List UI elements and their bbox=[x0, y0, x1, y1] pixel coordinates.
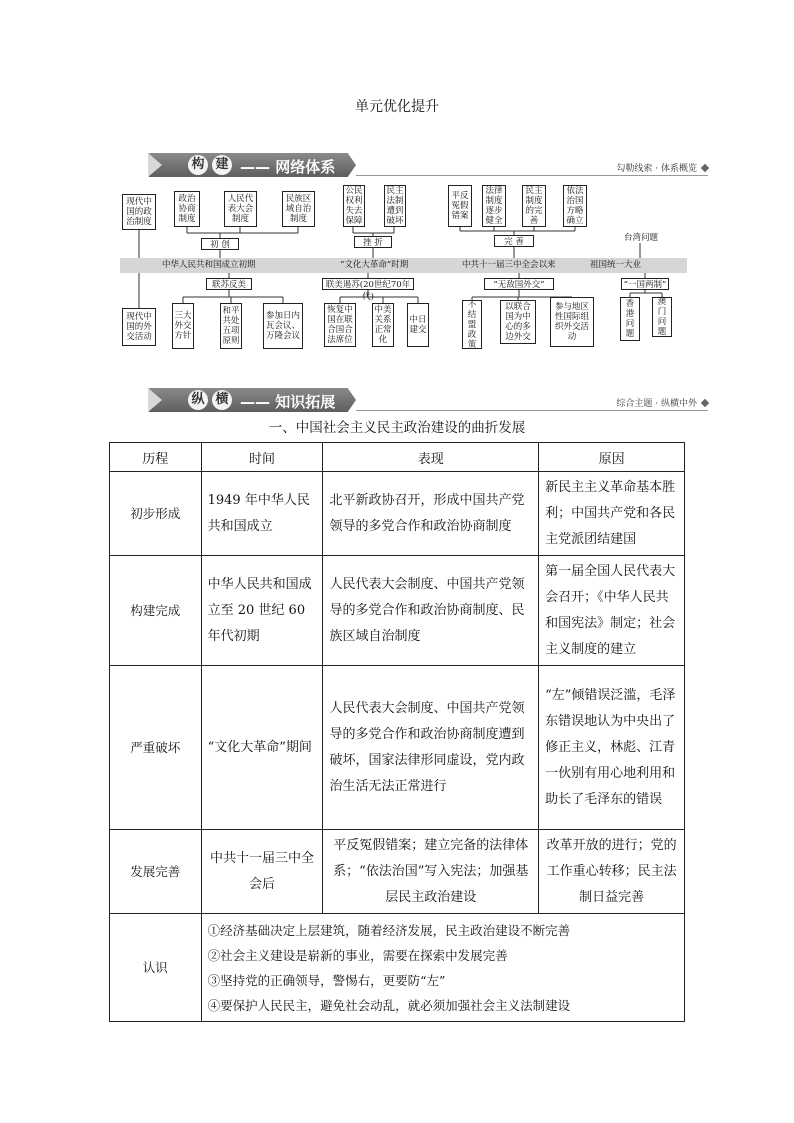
insight-item: ③坚持党的正确领导，警惕右，更要防“左” bbox=[207, 972, 446, 988]
label-bottom-b: 联美遏苏(20世纪70年代) bbox=[322, 278, 414, 290]
node-bottom-d: 香港问题 bbox=[620, 297, 640, 341]
node-bottom-b: 中美关系正常化 bbox=[372, 303, 394, 347]
banner-rule bbox=[356, 410, 708, 411]
banner-char-1: 构 bbox=[188, 155, 208, 175]
node-perfect-box: 依法治国方略确立 bbox=[563, 185, 587, 227]
header-reason: 原因 bbox=[539, 443, 685, 472]
diagram-connectors bbox=[0, 0, 794, 360]
label-taiwan: 台湾问题 bbox=[623, 233, 658, 243]
section-heading: 一、中国社会主义民主政治建设的曲折发展 bbox=[268, 420, 526, 436]
node-bottom-b: 恢复中国在联合国合法席位 bbox=[324, 303, 356, 347]
node-perfect-box: 法律制度逐步健全 bbox=[482, 185, 506, 227]
cell-insight-label: 认识 bbox=[110, 914, 202, 1022]
node-setback-box: 民主法制遭到破坏 bbox=[384, 185, 406, 227]
node-bottom-c: 参与地区性国际组织外交活动 bbox=[550, 297, 594, 347]
cell-time: 中华人民共和国成立至 20 世纪 60 年代初期 bbox=[201, 556, 323, 666]
header-time: 时间 bbox=[201, 443, 323, 472]
node-init-box: 民族区域自治制度 bbox=[282, 191, 315, 227]
node-perfect-box: 平反冤假错案 bbox=[448, 185, 472, 227]
label-bottom-a: 联苏反美 bbox=[206, 278, 252, 290]
cell-reason: 改革开放的进行；党的工作重心转移；民主法制日益完善 bbox=[539, 830, 685, 914]
cell-time: 1949 年中华人民共和国成立 bbox=[201, 472, 323, 556]
insight-item: ④要保护人民民主，避免社会动乱，就必须加强社会主义法制建设 bbox=[207, 997, 571, 1013]
table-row bbox=[110, 830, 685, 914]
table-row bbox=[110, 666, 685, 830]
label-bottom-d: “一国两制” bbox=[621, 278, 669, 290]
banner-title: —— 网络体系 bbox=[240, 158, 336, 176]
cell-stage: 发展完善 bbox=[110, 830, 202, 914]
timeline-period-1: 中华人民共和国成立初期 bbox=[162, 260, 256, 270]
cell-insights bbox=[201, 914, 684, 1022]
timeline-period-3: 中共十一届三中全会以来 bbox=[462, 260, 556, 270]
node-perfect-box: 民主制度的完善 bbox=[522, 185, 546, 227]
banner-char-2: 横 bbox=[212, 390, 232, 410]
node-init-box: 人民代表大会制度 bbox=[224, 191, 257, 227]
node-setback-box: 公民权利失去保障 bbox=[343, 185, 365, 227]
node-diplomacy: 现代中国的外交活动 bbox=[122, 308, 156, 346]
insight-item: ②社会主义建设是崭新的事业，需要在探索中发展完善 bbox=[207, 947, 508, 963]
banner-subtitle: 勾勒线索 · 体系概览 bbox=[616, 161, 708, 174]
node-bottom-b: 中日建交 bbox=[407, 303, 429, 347]
timeline-period-4: 祖国统一大业 bbox=[590, 260, 642, 270]
timeline-bar bbox=[120, 258, 687, 273]
table-row bbox=[110, 472, 685, 556]
node-bottom-a: 三大外交方针 bbox=[172, 303, 194, 349]
banner-char-1: 纵 bbox=[188, 390, 208, 410]
timeline-period-2: “文化大革命”时期 bbox=[340, 260, 409, 270]
page-title: 单元优化提升 bbox=[355, 99, 439, 115]
label-init: 初 创 bbox=[201, 238, 239, 250]
section-banner-extension bbox=[148, 388, 708, 412]
label-perfect: 完 善 bbox=[494, 235, 534, 247]
node-bottom-a: 和平共处五项原则 bbox=[220, 303, 242, 349]
cell-performance: 人民代表大会制度、中国共产党领导的多党合作和政治协商制度遭到破坏，国家法律形同虚设，党内政治生活无法正常进行 bbox=[323, 666, 539, 830]
header-performance: 表现 bbox=[323, 443, 539, 472]
insight-item: ①经济基础决定上层建筑，随着经济发展，民主政治建设不断完善 bbox=[207, 922, 571, 938]
table-row bbox=[110, 556, 685, 666]
cell-time: 中共十一届三中全会后 bbox=[201, 830, 323, 914]
banner-title: —— 知识拓展 bbox=[240, 393, 336, 411]
cell-reason: 第一届全国人民代表大会召开；《中华人民共和国宪法》制定；社会主义制度的建立 bbox=[539, 556, 685, 666]
cell-performance: 人民代表大会制度、中国共产党领导的多党合作和政治协商制度、民族区域自治制度 bbox=[323, 556, 539, 666]
node-bottom-c: 以联合国为中心的多边外交 bbox=[500, 300, 536, 344]
cell-reason: 新民主主义革命基本胜利；中国共产党和各民主党派团结建国 bbox=[539, 472, 685, 556]
node-bottom-a: 参加日内瓦会议、万隆会议 bbox=[263, 303, 303, 349]
label-bottom-c: “无敌国外交” bbox=[484, 278, 554, 290]
banner-subtitle: 综合主题 · 纵横中外 bbox=[616, 396, 708, 409]
node-bottom-c: 不结盟政策 bbox=[462, 300, 482, 349]
cell-performance: 北平新政协召开，形成中国共产党领导的多党合作和政治协商制度 bbox=[323, 472, 539, 556]
cell-stage: 构建完成 bbox=[110, 556, 202, 666]
cell-stage: 严重破坏 bbox=[110, 666, 202, 830]
cell-time: “文化大革命”期间 bbox=[201, 666, 323, 830]
table-header-row bbox=[110, 443, 685, 472]
node-init-box: 政治协商制度 bbox=[174, 191, 200, 227]
node-political-system: 现代中国的政治制度 bbox=[122, 194, 156, 230]
header-stage: 历程 bbox=[110, 443, 202, 472]
democracy-development-table bbox=[109, 442, 685, 1022]
banner-char-2: 建 bbox=[212, 155, 232, 175]
cell-performance: 平反冤假错案；建立完备的法律体系；“依法治国”写入宪法；加强基层民主政治建设 bbox=[323, 830, 539, 914]
label-setback: 挫 折 bbox=[354, 236, 392, 248]
table-row-insight bbox=[110, 914, 685, 1022]
diamond-icon bbox=[701, 399, 709, 407]
cell-reason: “左”倾错误泛滥，毛泽东错误地认为中央出了修正主义，林彪、江青一伙别有用心地利用和助长了毛泽东的错误 bbox=[539, 666, 685, 830]
node-bottom-d: 澳门问题 bbox=[652, 297, 672, 337]
cell-stage: 初步形成 bbox=[110, 472, 202, 556]
